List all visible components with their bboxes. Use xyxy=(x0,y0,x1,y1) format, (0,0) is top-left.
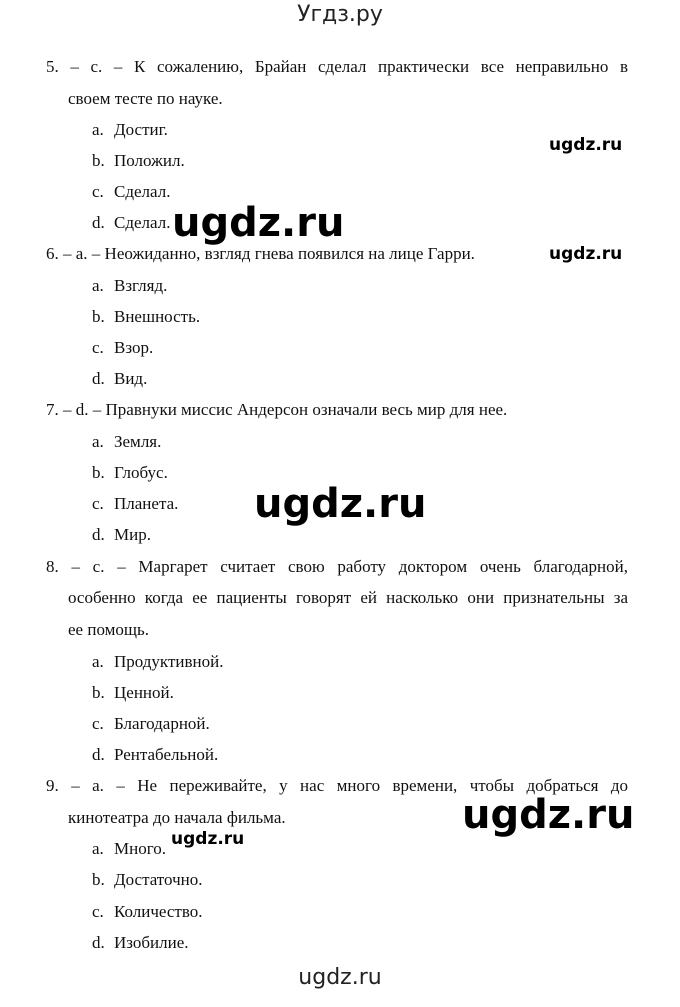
question-5-line-1 xyxy=(46,57,628,77)
question-7-line-1 xyxy=(46,400,507,420)
question-5-option-d xyxy=(92,213,170,233)
question-7-option-d xyxy=(92,525,151,545)
watermark-small: ugdz.ru xyxy=(171,829,245,849)
option-letter: b. xyxy=(92,151,105,170)
option-letter: b. xyxy=(92,463,105,482)
question-5-option-a xyxy=(92,120,168,140)
question-8-option-a xyxy=(92,652,223,672)
option-letter: a. xyxy=(92,652,104,671)
question-text: – a. – Неожиданно, взгляд гнева появился на лице Гарри. xyxy=(63,244,475,263)
option-text: Много. xyxy=(114,839,167,858)
question-number: 7. xyxy=(46,400,59,419)
option-text: Рентабельной. xyxy=(114,745,219,764)
option-text: Взгляд. xyxy=(114,276,168,295)
option-letter: c. xyxy=(92,902,104,921)
option-text: Сделал. xyxy=(114,213,171,232)
option-text: Количество. xyxy=(114,902,203,921)
question-6-option-c xyxy=(92,338,153,358)
option-text: Глобус. xyxy=(114,463,168,482)
question-number: 8. xyxy=(46,557,59,576)
option-text: Вид. xyxy=(114,369,148,388)
option-text: Планета. xyxy=(114,494,179,513)
question-9-option-c xyxy=(92,902,203,922)
question-9-option-a xyxy=(92,839,166,859)
question-6-line-1 xyxy=(46,244,475,264)
option-text: Взор. xyxy=(114,338,154,357)
question-text: – d. – Правнуки миссис Андерсон означали весь мир для нее. xyxy=(63,400,508,419)
option-letter: a. xyxy=(92,120,104,139)
option-letter: a. xyxy=(92,839,104,858)
option-letter: c. xyxy=(92,338,104,357)
question-text: – c. – Маргарет считает свою работу доктором очень благодарной, xyxy=(71,557,628,576)
question-8-line-3: ее помощь. xyxy=(68,620,149,639)
question-7-option-c xyxy=(92,494,178,514)
question-text: – a. – Не переживайте, у нас много времени, чтобы добраться до xyxy=(71,776,629,795)
question-7-option-b xyxy=(92,463,168,483)
option-letter: c. xyxy=(92,494,104,513)
option-letter: d. xyxy=(92,213,105,232)
option-letter: d. xyxy=(92,745,105,764)
question-9-line-2: кинотеатра до начала фильма. xyxy=(68,808,286,827)
question-9-option-d xyxy=(92,933,189,953)
option-text: Достаточно. xyxy=(114,870,203,889)
option-letter: d. xyxy=(92,369,105,388)
watermark-big: ugdz.ru xyxy=(254,481,427,527)
option-letter: b. xyxy=(92,870,105,889)
watermark-big: ugdz.ru xyxy=(172,200,345,246)
question-8-option-b xyxy=(92,683,174,703)
watermark-small: ugdz.ru xyxy=(549,135,623,155)
watermark-small: ugdz.ru xyxy=(549,244,623,264)
question-8-line-2: особенно когда ее пациенты говорят ей насколько они признательны за xyxy=(68,588,628,607)
question-5-option-b xyxy=(92,151,185,171)
question-6-option-d xyxy=(92,369,147,389)
option-text: Земля. xyxy=(114,432,162,451)
watermark-big: ugdz.ru xyxy=(462,792,635,838)
option-text: Сделал. xyxy=(114,182,171,201)
option-text: Достиг. xyxy=(114,120,168,139)
option-text: Внешность. xyxy=(114,307,201,326)
option-text: Положил. xyxy=(114,151,185,170)
option-letter: c. xyxy=(92,182,104,201)
option-text: Ценной. xyxy=(114,683,174,702)
option-text: Мир. xyxy=(114,525,151,544)
question-5-option-c xyxy=(92,182,170,202)
question-9-option-b xyxy=(92,870,202,890)
question-6-option-b xyxy=(92,307,200,327)
question-8-line-1 xyxy=(46,557,628,577)
question-5-line-2: своем тесте по науке. xyxy=(68,89,223,108)
option-letter: a. xyxy=(92,432,104,451)
question-7-option-a xyxy=(92,432,161,452)
question-6-option-a xyxy=(92,276,167,296)
question-number: 9. xyxy=(46,776,59,795)
option-letter: a. xyxy=(92,276,104,295)
option-letter: d. xyxy=(92,933,105,952)
question-text: – c. – К сожалению, Брайан сделал практически все неправильно в xyxy=(70,57,628,76)
option-text: Благодарной. xyxy=(114,714,210,733)
option-letter: d. xyxy=(92,525,105,544)
option-letter: b. xyxy=(92,683,105,702)
option-text: Продуктивной. xyxy=(114,652,224,671)
page-footer-watermark: ugdz.ru xyxy=(298,965,382,990)
option-text: Изобилие. xyxy=(114,933,189,952)
question-8-option-d xyxy=(92,745,218,765)
option-letter: c. xyxy=(92,714,104,733)
question-number: 5. xyxy=(46,57,59,76)
option-letter: b. xyxy=(92,307,105,326)
page-header-title: Угдз.ру xyxy=(297,2,383,27)
question-8-option-c xyxy=(92,714,210,734)
question-number: 6. xyxy=(46,244,59,263)
